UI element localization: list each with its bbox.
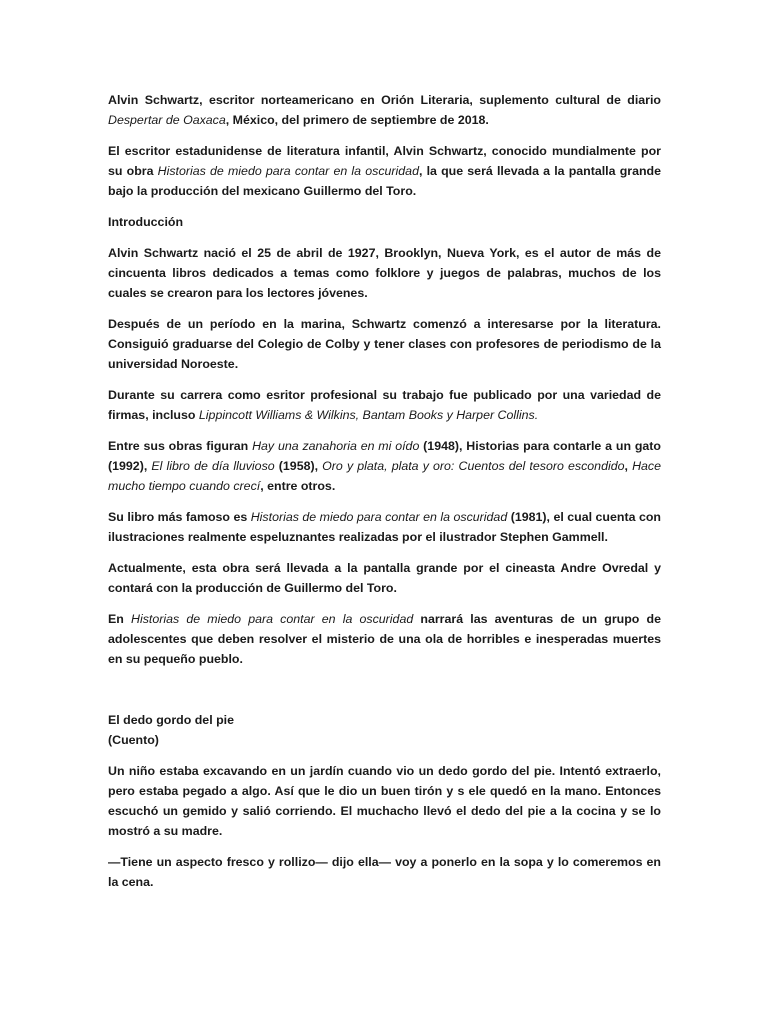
story-title-block <box>108 710 661 750</box>
text: El escritor estadunidense de literatura infantil, Alvin Schwartz, conocido mundialmente por su obra <box>108 144 661 178</box>
paragraph-overview <box>108 141 661 201</box>
italic-text: Historias de miedo para contar en la oscuridad <box>250 510 508 524</box>
paragraph-publishers <box>108 385 661 425</box>
paragraph-story-2: —Tiene un aspecto fresco y rollizo— dijo ella— voy a ponerlo en la sopa y lo comeremos en la cena. <box>108 855 661 889</box>
paragraph-birth: Alvin Schwartz nació el 25 de abril de 1927, Brooklyn, Nueva York, es el autor de más de cincuenta libros dedicados a temas como folklore y juegos de palabras, muchos de los cuales se crearon para los lectores jóvenes. <box>108 246 661 300</box>
text: Su libro más famoso es <box>108 510 251 524</box>
italic-text: El libro de día lluvioso <box>151 459 275 473</box>
paragraph-intro-source <box>108 90 661 130</box>
heading-introduccion: Introducción <box>108 215 184 229</box>
italic-text: Historias de miedo para contar en la oscuridad <box>131 612 414 626</box>
italic-text: Lippincott Williams & Wilkins, Bantam Books y Harper Collins. <box>198 408 539 422</box>
italic-text: Hay una zanahoria en mi oído <box>252 439 420 453</box>
paragraph-story-1: Un niño estaba excavando en un jardín cuando vio un dedo gordo del pie. Intentó extraerlo, pero estaba pegado a algo. Así que le dio un buen tirón y s ele quedó en la mano. Entonces escuchó un gemido y salió corriendo. El muchacho llevó el dedo del pie a la cocina y se lo mostró a su madre. <box>108 764 661 838</box>
text: , México, del primero de septiembre de 2018. <box>225 113 489 127</box>
text: En <box>108 612 131 626</box>
text: Entre sus obras figuran <box>108 439 253 453</box>
paragraph-works <box>108 436 661 496</box>
text: , la que será llevada a la pantalla grande bajo la producción del mexicano Guillermo del Toro. <box>108 164 661 198</box>
italic-text: Hace mucho tiempo cuando crecí <box>108 459 662 493</box>
text: (1958), <box>274 459 323 473</box>
text: (1981), el cual cuenta con ilustraciones realmente espeluznantes realizadas por el ilustrador Stephen Gammell. <box>108 510 661 544</box>
paragraph-film: Actualmente, esta obra será llevada a la pantalla grande por el cineasta Andre Ovredal y contará con la producción de Guillermo del Toro. <box>108 561 661 595</box>
text: , entre otros. <box>260 479 336 493</box>
paragraph-famous-book <box>108 507 661 547</box>
italic-text: Historias de miedo para contar en la oscuridad <box>157 164 419 178</box>
italic-text: Despertar de Oaxaca <box>108 113 226 127</box>
section-spacer <box>108 680 661 710</box>
text: Durante su carrera como esritor profesional su trabajo fue publicado por una variedad de firmas, incluso <box>108 388 661 422</box>
text: Alvin Schwartz, escritor norteamericano en Orión Literaria, suplemento cultural de diario <box>108 93 661 107</box>
text: (1948), Historias para contarle a un gato (1992), <box>108 439 661 473</box>
paragraph-career-start: Después de un período en la marina, Schwartz comenzó a interesarse por la literatura. Consiguió graduarse del Colegio de Colby y tener clases con profesores de periodismo de la universidad Noroeste. <box>108 317 661 371</box>
story-title: El dedo gordo del pie <box>108 713 234 727</box>
text: , <box>624 459 633 473</box>
paragraph-plot <box>108 609 661 669</box>
italic-text: Oro y plata, plata y oro: Cuentos del tesoro escondido <box>322 459 625 473</box>
document-page <box>108 90 661 903</box>
text: narrará las aventuras de un grupo de adolescentes que deben resolver el misterio de una ola de horribles e inesperadas muertes en su pequeño pueblo. <box>108 612 661 666</box>
story-subtitle: (Cuento) <box>108 733 159 747</box>
